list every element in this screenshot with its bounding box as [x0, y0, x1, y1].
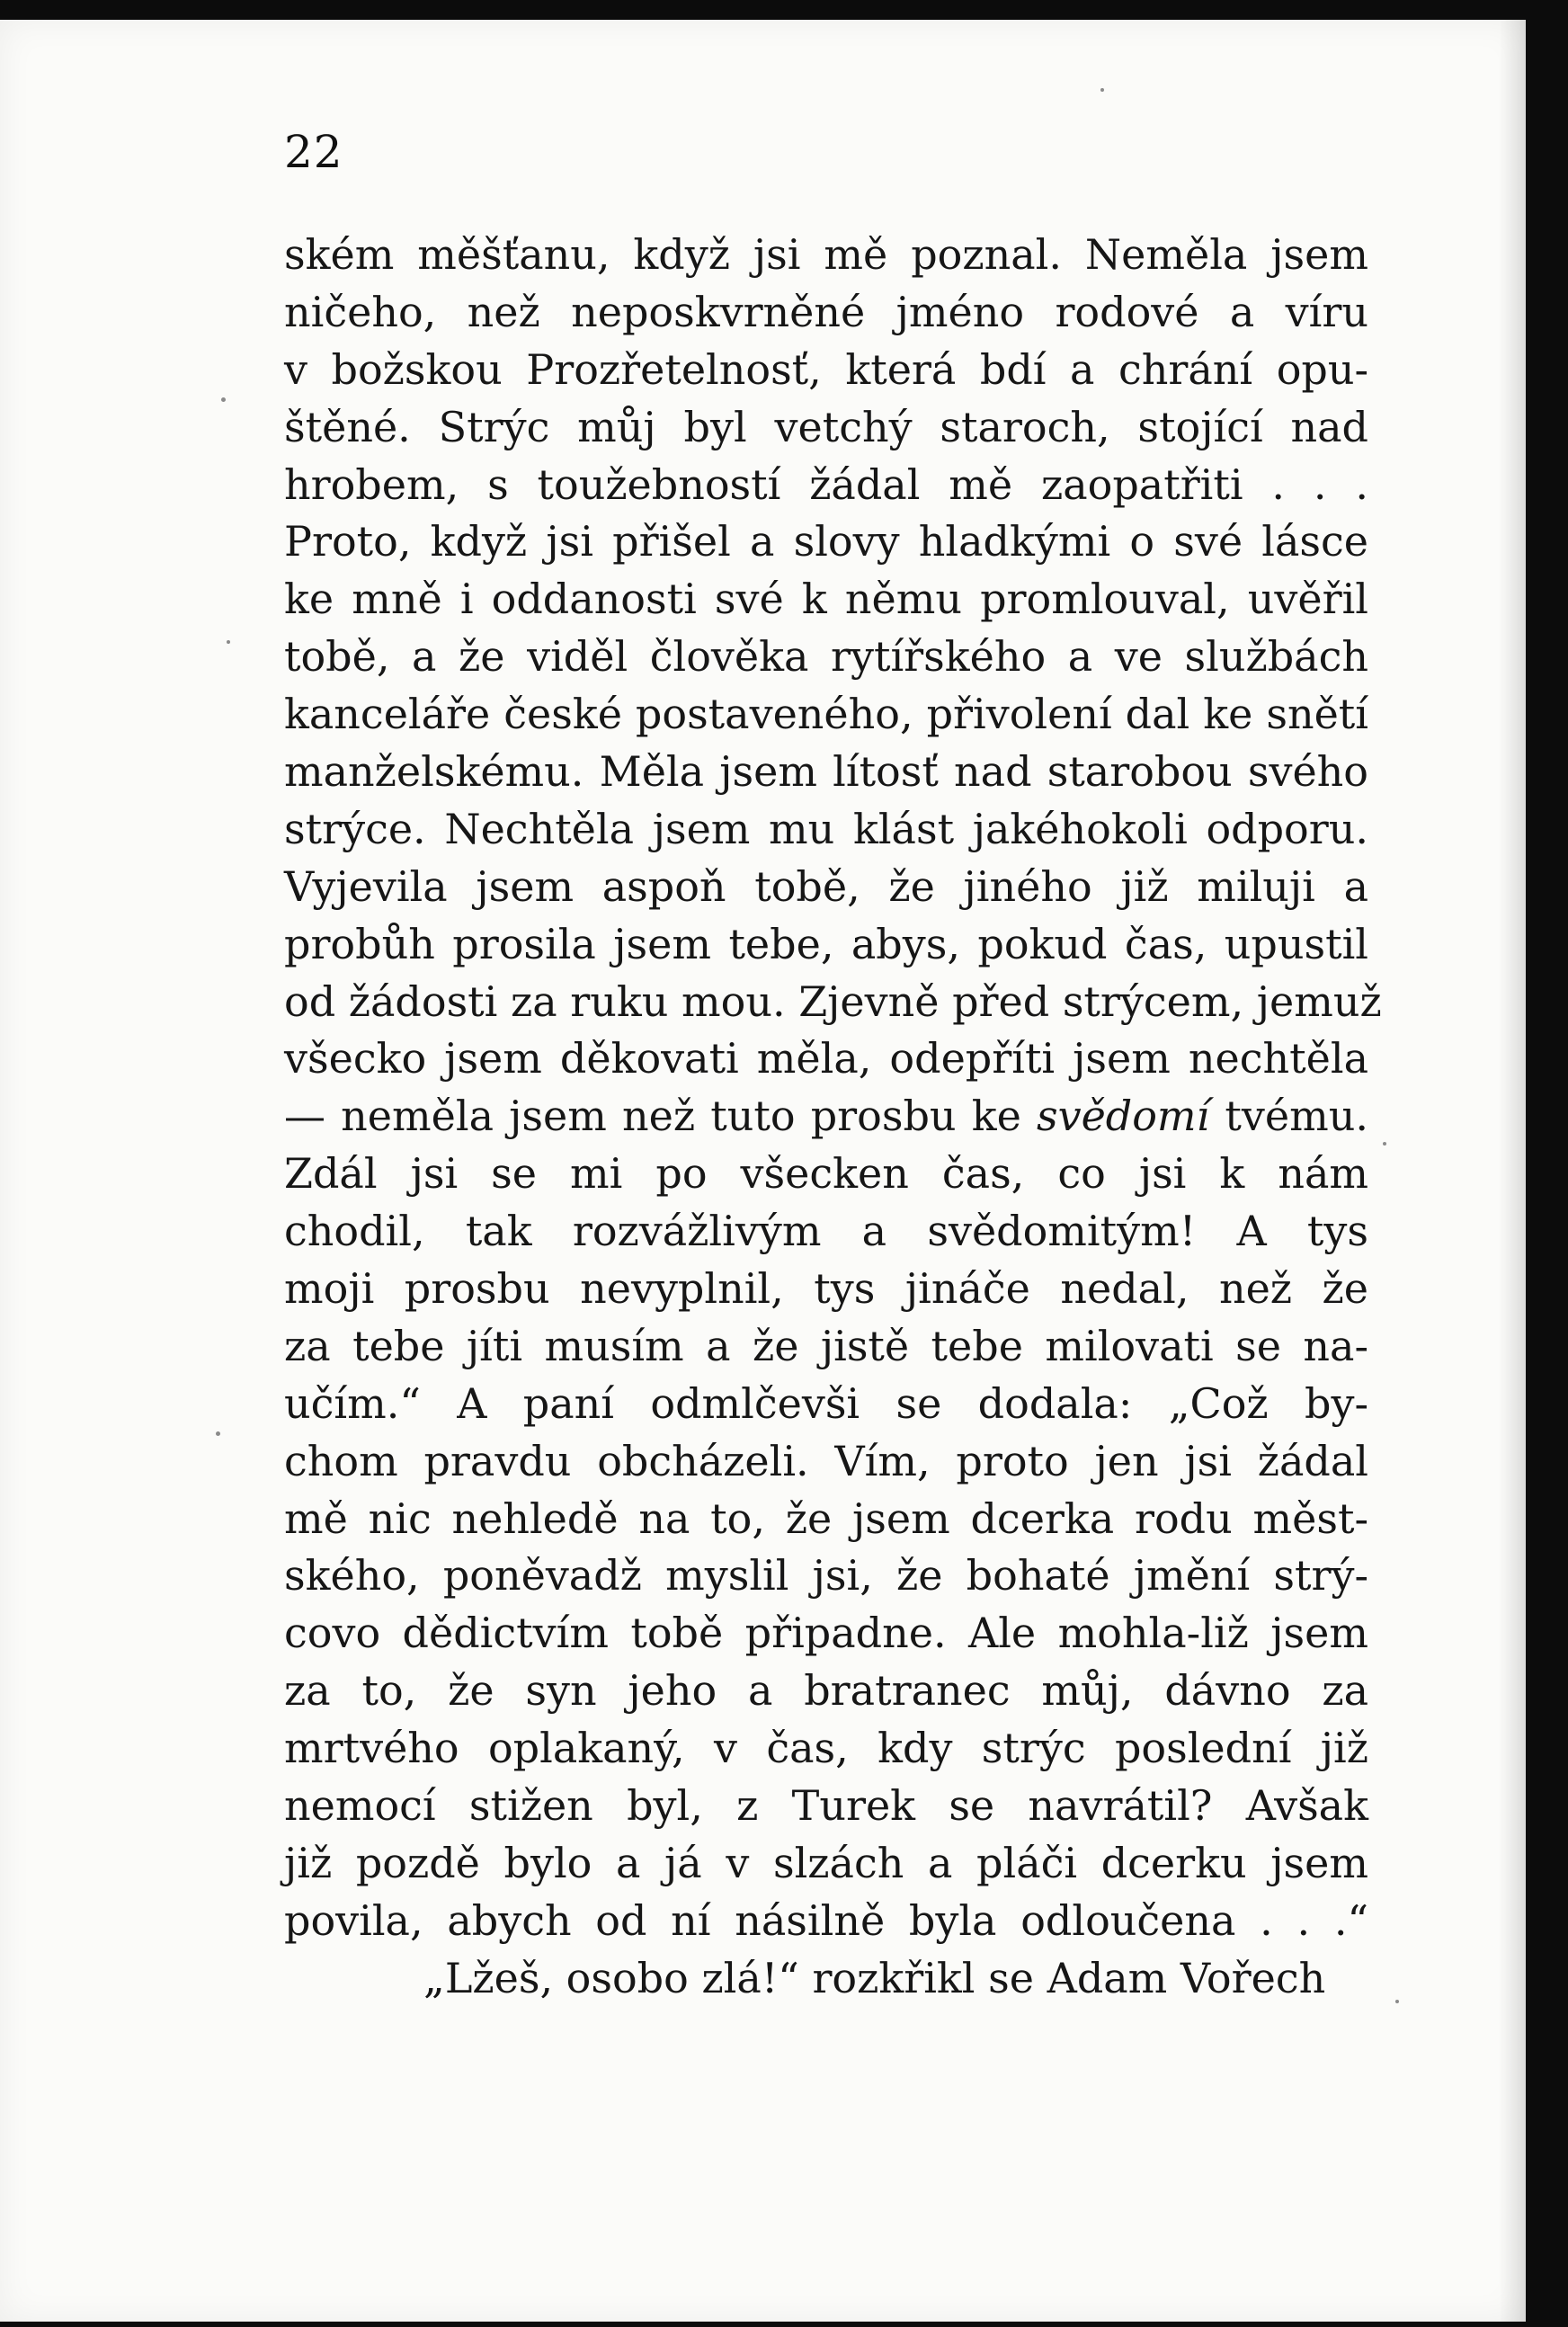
text-line: za tebe jíti musím a že jistě tebe milovati se na- [284, 1321, 1368, 1370]
text-line: nemocí stižen byl, z Turek se navrátil? Avšak [284, 1781, 1368, 1831]
paper-speck [216, 1431, 220, 1436]
text-line: povila, abych od ní násilně byla odloučena . . .“ [284, 1895, 1368, 1945]
paper-speck [1100, 88, 1104, 92]
text-line: učím.“ A paní odmlčevši se dodala: „Což by- [284, 1378, 1368, 1428]
paper-speck [227, 640, 230, 644]
text-line: štěné. Strýc můj byl vetchý staroch, stojící nad [284, 402, 1368, 451]
text-line: chom pravdu obcházeli. Vím, proto jen jsi žádal [284, 1436, 1368, 1485]
text-line: ském měšťanu, když jsi mě poznal. Neměla jsem [284, 230, 1368, 279]
text-line: Proto, když jsi přišel a slovy hladkými o své lásce [284, 517, 1368, 566]
text-line: probůh prosila jsem tebe, abys, pokud čas, upustil [284, 919, 1368, 968]
paper-speck [1395, 2000, 1399, 2003]
text-line: chodil, tak rozvážlivým a svědomitým! A tys [284, 1207, 1368, 1256]
italic-word: svědomí [1036, 1092, 1210, 1141]
text-line: ke mně i oddanosti své k němu promlouval, uvěřil [284, 575, 1368, 624]
text-line: všecko jsem děkovati měla, odepříti jsem nechtěla [284, 1034, 1368, 1083]
text-segment: — neměla jsem než tuto prosbu ke [284, 1092, 1037, 1141]
book-page [0, 20, 1526, 2322]
text-line: již pozdě bylo a já v slzách a pláči dcerku jsem [284, 1838, 1368, 1887]
text-line: covo dědictvím tobě připadne. Ale mohla-liž jsem [284, 1609, 1368, 1658]
paper-speck [1383, 1142, 1386, 1146]
text-line: manželskému. Měla jsem lítosť nad starobou svého [284, 747, 1368, 797]
body-text [284, 227, 1382, 2008]
text-line: ského, poněvadž myslil jsi, že bohaté jmění strý- [284, 1551, 1368, 1600]
text-line: ničeho, než neposkvrněné jméno rodové a víru [284, 287, 1368, 336]
text-segment: tvému. [1209, 1092, 1368, 1141]
text-line: tobě, a že viděl člověka rytířského a ve službách [284, 632, 1368, 682]
text-line: od žádosti za ruku mou. Zjevně před strýcem, jemuž [284, 976, 1382, 1026]
text-line: za to, že syn jeho a bratranec můj, dávno za [284, 1666, 1368, 1716]
text-line: mě nic nehledě na to, že jsem dcerka rodu měst- [284, 1493, 1368, 1543]
text-line: mrtvého oplakaný, v čas, kdy strýc poslední již [284, 1724, 1368, 1773]
paper-speck [221, 397, 226, 402]
text-line: hrobem, s toužebností žádal mě zaopatřiti . . . [284, 459, 1368, 509]
text-line: Zdál jsi se mi po všecken čas, co jsi k nám [284, 1149, 1368, 1199]
text-line: kanceláře české postaveného, přivolení dal ke snětí [284, 690, 1368, 739]
text-line-with-italic [284, 1088, 1368, 1146]
text-line: v božskou Prozřetelnosť, která bdí a chrání opu- [284, 344, 1368, 394]
page-edge-shadow [1499, 20, 1526, 2322]
text-line: „Lžeš, osobo zlá!“ rozkřikl se Adam Vořech [423, 1953, 1326, 2002]
text-line: Vyjevila jsem aspoň tobě, že jiného již miluji a [284, 861, 1368, 911]
text-line: strýce. Nechtěla jsem mu klást jakéhokoli odporu. [284, 804, 1368, 853]
text-line: moji prosbu nevyplnil, tys jináče nedal, než že [284, 1264, 1368, 1314]
page-number: 22 [284, 126, 343, 178]
